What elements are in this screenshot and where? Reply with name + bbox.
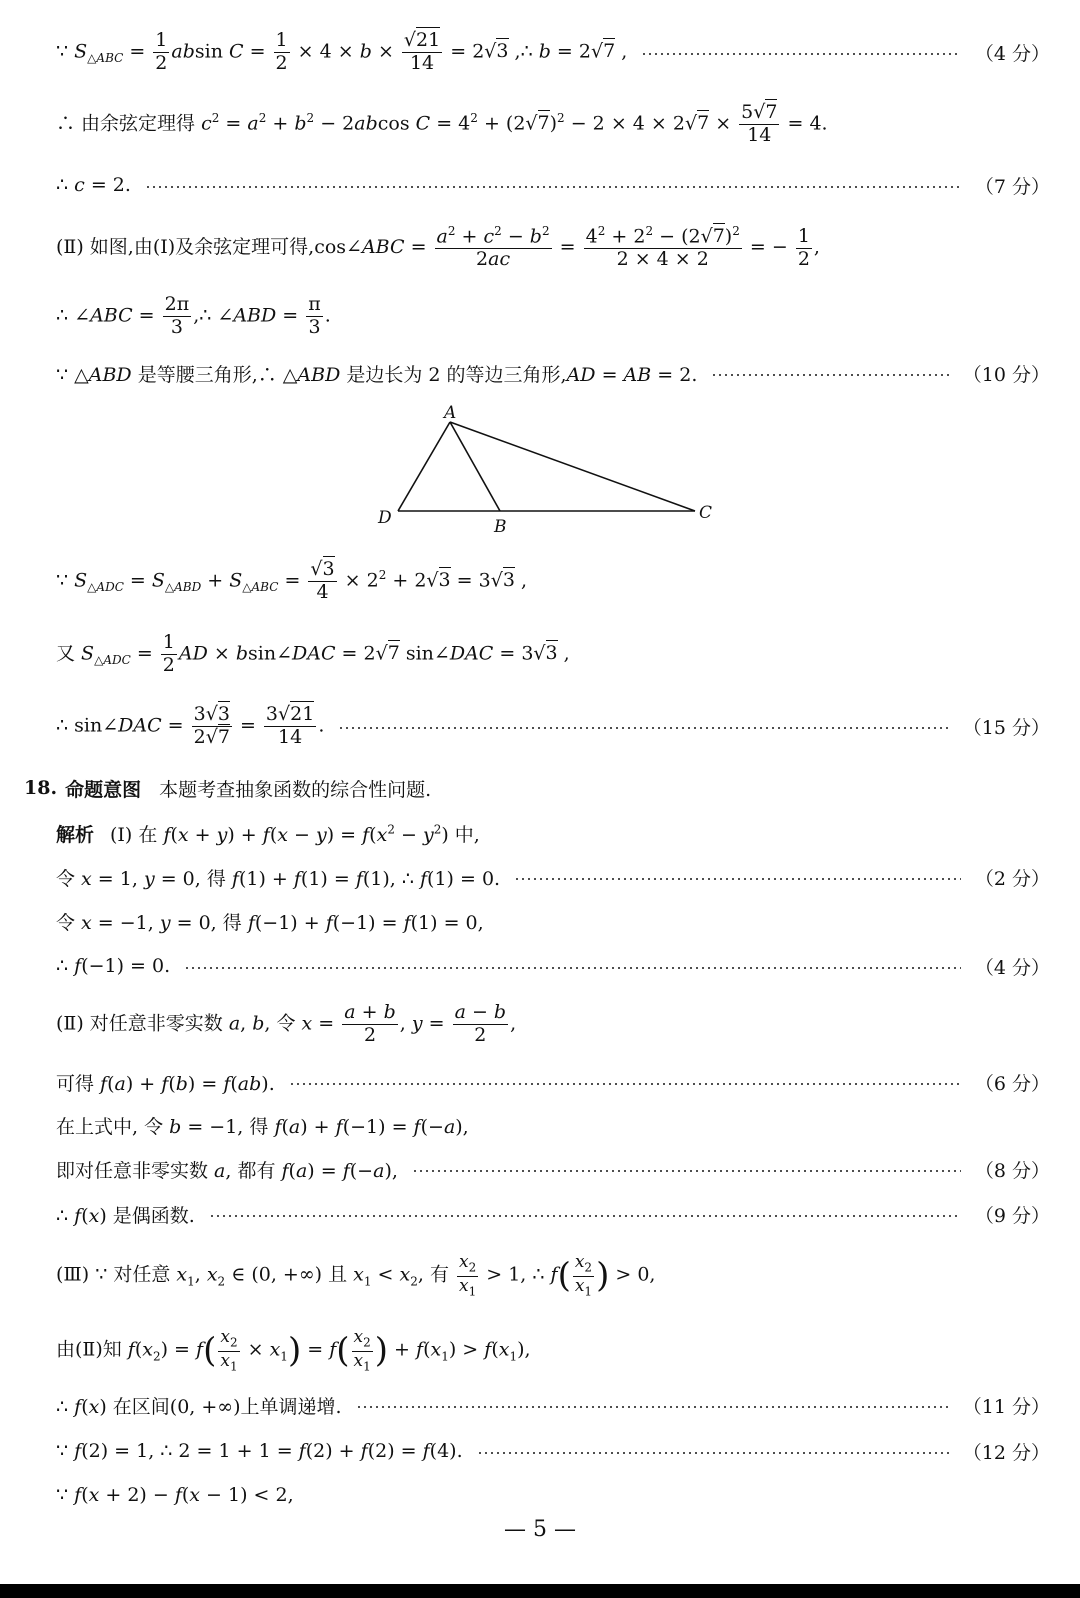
math-text: 令 x = 1, y = 0, 得 f(1) + f(1) = f(1), ∴ f(1) = 0. — [56, 867, 501, 890]
math-text: 令 x = −1, y = 0, 得 f(−1) + f(−1) = f(1) = 0, — [56, 911, 484, 934]
score-label: （8 分） — [974, 1159, 1050, 1182]
dot-leader — [514, 878, 961, 880]
dot-leader — [711, 374, 948, 376]
dot-leader — [289, 1083, 961, 1085]
solution-line — [56, 818, 1050, 848]
solution-line — [56, 358, 1050, 388]
dot-leader — [338, 727, 948, 729]
vertex-label-d: D — [378, 508, 392, 528]
math-text: ∴ f(x) 是偶函数. — [56, 1204, 195, 1227]
vertex-label-c: C — [699, 503, 713, 523]
math-text: ∴ ∠ABC = $\frac{2\pi}{3}$ ,∴ ∠ABD = $\frac{\pi}{3}$ . — [56, 292, 331, 338]
math-text: 由(Ⅱ)知 $f(x_2) = f$( $\frac{x_2}{x_1}$ × $x_1) = f$( $\frac{x_2}{x_1}$ ) + $f(x_1) > f(x_1)$, — [56, 1327, 531, 1373]
page-number: — 5 — — [504, 1517, 576, 1542]
math-text: (Ⅰ) 在 $f(x + y) + f(x - y) = f(x^2 - y^2)$ 中, — [110, 822, 480, 846]
dot-leader — [184, 967, 961, 969]
score-label: （11 分） — [962, 1395, 1050, 1418]
solution-line — [56, 28, 1050, 76]
score-label: （6 分） — [974, 1072, 1050, 1095]
question-number: 18. — [24, 777, 58, 799]
solution-line — [56, 100, 1050, 148]
math-text: ∵ △ABD 是等腰三角形,∴ △ABD 是边长为 2 的等边三角形,AD = AB = 2. — [56, 363, 698, 386]
score-label: （4 分） — [974, 956, 1050, 979]
solution-line — [56, 862, 1050, 892]
score-label: （7 分） — [974, 175, 1050, 198]
segment-ad — [398, 422, 450, 511]
score-label: （2 分） — [974, 867, 1050, 890]
solution-line — [56, 998, 1050, 1050]
dot-leader — [356, 1406, 949, 1408]
dot-leader — [412, 1170, 961, 1172]
math-text: (Ⅲ) ∵ 对任意 $x_1$, $x_2$ ∈ (0, +∞) 且 $x_1 < x_2$, 有 $\frac{x_2}{x_1}$ > 1, ∴ f( $\frac{x_2}{x_1}$ ) > 0, — [56, 1252, 656, 1298]
solution-line — [56, 1390, 1050, 1420]
math-text: 在上式中, 令 b = −1, 得 f(a) + f(−1) = f(−a), — [56, 1115, 469, 1138]
segment-ac — [450, 422, 695, 511]
math-text: (Ⅱ) 如图,由(Ⅰ)及余弦定理可得,cos∠ABC = $\frac{a^2 + c^2 - b^2}{2ac}$ = $\frac{4^2 + 2^2 - (2√7)^2}{2 \times 4 \times 2}$ = − $\frac{1}{2}$ , — [56, 223, 820, 271]
math-text: 可得 f(a) + f(b) = f(ab). — [56, 1072, 275, 1095]
solution-line — [56, 1480, 1050, 1510]
score-label: （15 分） — [962, 716, 1050, 739]
score-label: （12 分） — [962, 1441, 1050, 1464]
solution-line — [56, 1110, 1050, 1140]
math-text: ∵ f(x + 2) − f(x − 1) < 2, — [56, 1484, 294, 1506]
math-text: ∵ $S_{\triangle ABC}$ = $\frac{1}{2}$ absin C = $\frac{1}{2}$ × 4 × b × $\frac{√21}{14}$ = 2√3 ,∴ b = 2√7 , — [56, 28, 628, 74]
question-header — [24, 773, 1050, 803]
solution-line — [56, 1436, 1050, 1466]
score-label: （9 分） — [974, 1204, 1050, 1227]
intent-text: 本题考查抽象函数的综合性问题. — [159, 778, 432, 801]
math-text: ∴ 由余弦定理得 $c^2 = a^2 + b^2 - 2abcos$ $C = 4^2 + (2√7)^2 - 2 \times 4 \times 2√7$ × $\frac{5√7}{14}$ = 4. — [56, 100, 828, 146]
score-label: （10 分） — [962, 363, 1050, 386]
dot-leader — [641, 53, 961, 55]
solution-line — [56, 1322, 1050, 1380]
math-text: ∵ $S_{\triangle ADC} = S_{\triangle ABD} + S_{\triangle ABC}$ = $\frac{√3}{4}$ × $2^2 + 2√3 = 3√3$ , — [56, 557, 528, 603]
solution-line — [56, 222, 1050, 274]
math-text: 又 $S_{\triangle ADC}$ = $\frac{1}{2}$ AD × bsin∠DAC = 2√7 sin∠DAC = 3√3 , — [56, 630, 570, 676]
math-text: 即对任意非零实数 a, 都有 f(a) = f(−a), — [56, 1159, 398, 1182]
solution-line — [56, 1247, 1050, 1305]
solution-line — [56, 951, 1050, 981]
solution-line — [56, 556, 1050, 606]
math-text: (Ⅱ) 对任意非零实数 a, b, 令 x = $\frac{a + b}{2}$ , y = $\frac{a - b}{2}$ , — [56, 1000, 517, 1046]
bottom-bar — [0, 1584, 1080, 1598]
triangle-figure — [370, 400, 730, 540]
solution-line — [56, 906, 1050, 936]
solution-line — [56, 630, 1050, 678]
solution-line — [56, 292, 1050, 340]
segment-ab — [450, 422, 500, 511]
math-text: ∴ f(x) 在区间(0, +∞)上单调递增. — [56, 1395, 342, 1418]
solution-line — [56, 1067, 1050, 1097]
vertex-label-b: B — [494, 517, 507, 537]
dot-leader — [209, 1215, 961, 1217]
math-text: ∴ sin∠DAC = $\frac{3√3}{2√7}$ = $\frac{3√21}{14}$ . — [56, 702, 325, 748]
solution-line — [56, 700, 1050, 752]
math-text: ∴ c = 2. — [56, 174, 131, 196]
math-text: ∴ f(−1) = 0. — [56, 955, 171, 977]
intent-label: 命题意图 — [65, 778, 142, 801]
math-text: ∵ f(2) = 1, ∴ 2 = 1 + 1 = f(2) + f(2) = f(4). — [56, 1440, 463, 1462]
solution-line — [56, 1154, 1050, 1184]
analysis-label: 解析 — [56, 823, 95, 846]
score-label: （4 分） — [974, 42, 1050, 65]
solution-line — [56, 170, 1050, 200]
dot-leader — [145, 186, 961, 188]
dot-leader — [477, 1452, 949, 1454]
solution-line — [56, 1199, 1050, 1229]
vertex-label-a: A — [444, 403, 457, 423]
